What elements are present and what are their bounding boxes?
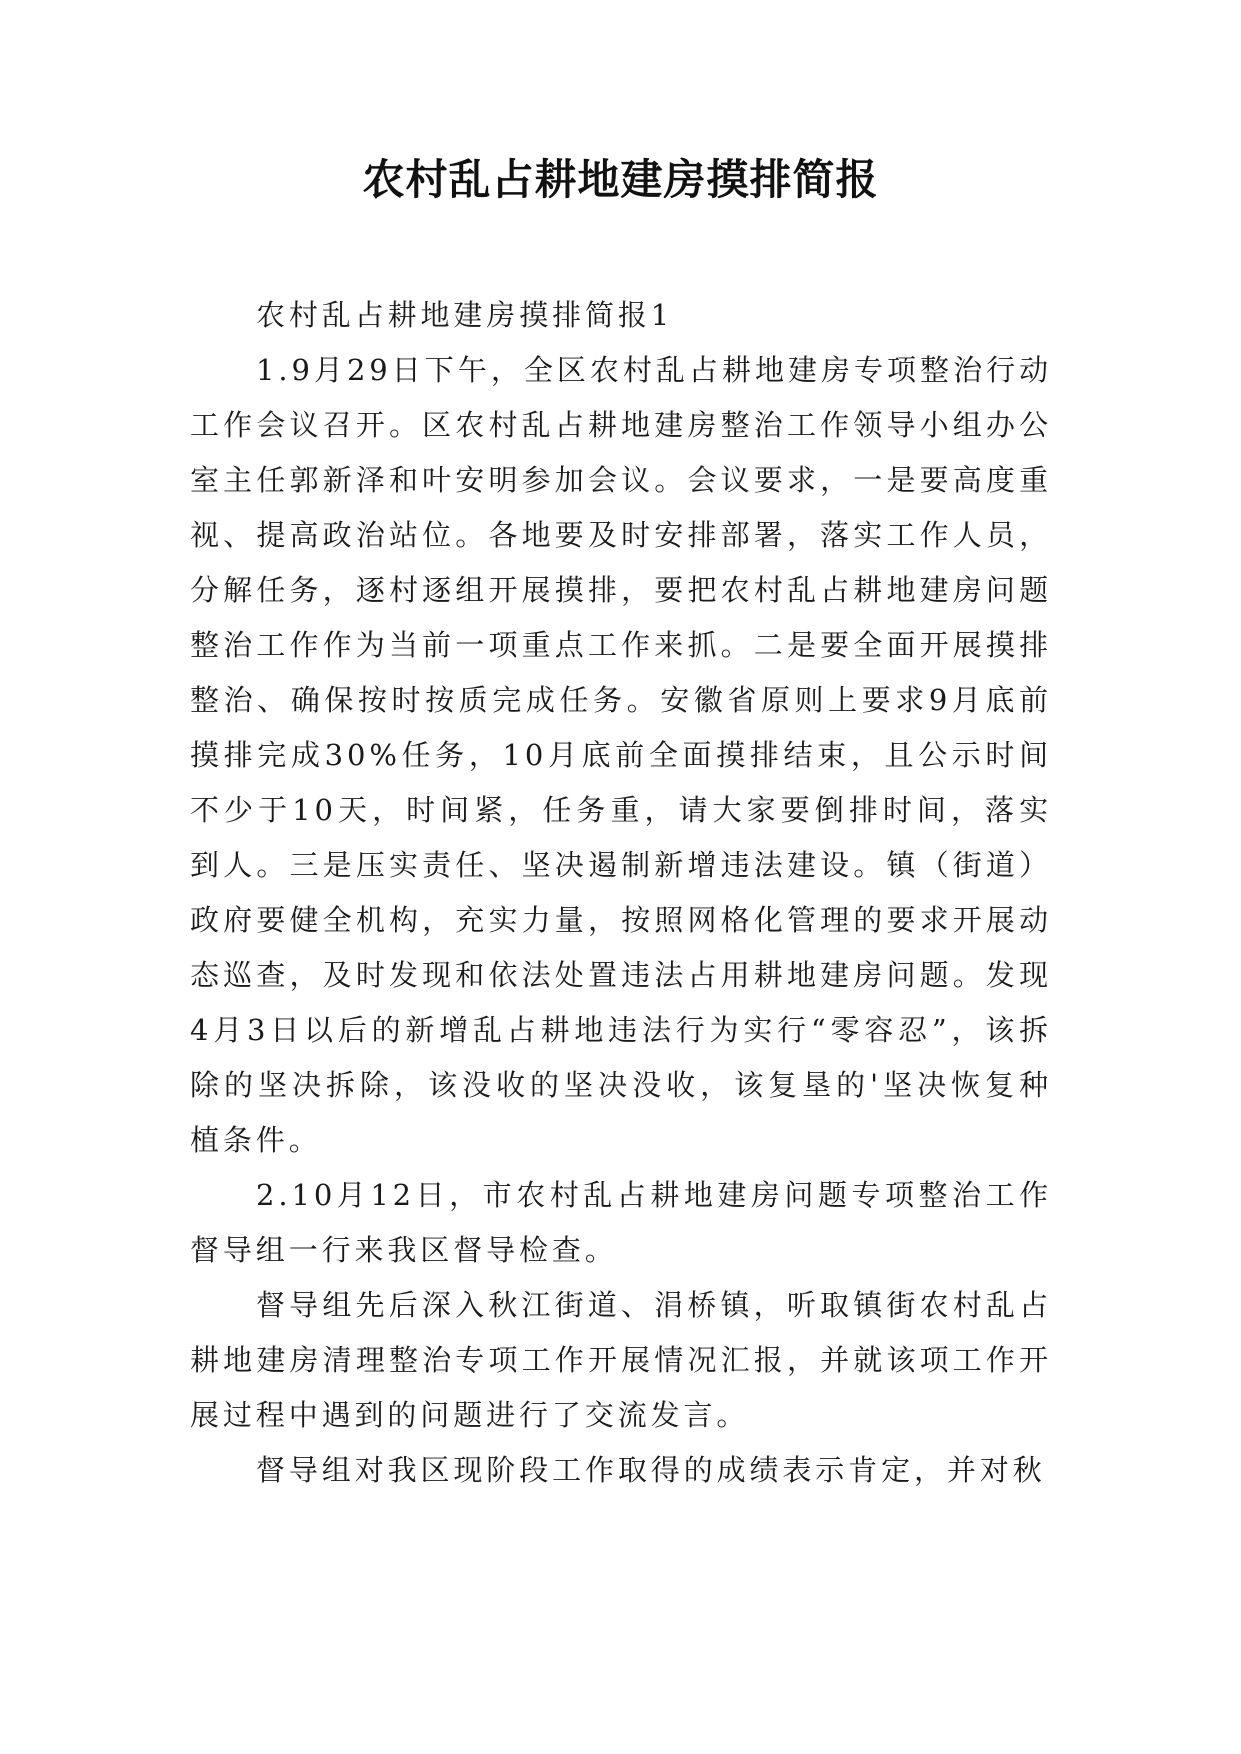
paragraph-item-1: 1.9月29日下午，全区农村乱占耕地建房专项整治行动工作会议召开。区农村乱占耕地建房整治工作领导小组办公室主任郭新泽和叶安明参加会议。会议要求，一是要高度重视、提高政治站位。各地要及时安排部署，落实工作人员，分解任务，逐村逐组开展摸排，要把农村乱占耕地建房问题整治工作作为当前一项重点工作来抓。二是要全面开展摸排整治、确保按时按质完成任务。安徽省原则上要求9月底前摸排完成30%任务，10月底前全面摸排结束，且公示时间不少于10天，时间紧，任务重，请大家要倒排时间，落实到人。三是压实责任、坚决遏制新增违法建设。镇（街道）政府要健全机构，充实力量，按照网格化管理的要求开展动态巡查，及时发现和依法处置违法占用耕地建房问题。发现4月3日以后的新增乱占耕地违法行为实行“零容忍”，该拆除的坚决拆除，该没收的坚决没收，该复垦的'坚决恢复种植条件。 (190, 353, 1052, 1157)
document-body (190, 288, 1052, 1498)
paragraph-item-2: 2.10月12日，市农村乱占耕地建房问题专项整治工作督导组一行来我区督导检查。 (190, 1178, 1052, 1267)
paragraph-affirmation: 督导组对我区现阶段工作取得的成绩表示肯定，并对秋 (256, 1453, 1046, 1487)
document-title: 农村乱占耕地建房摸排简报 (362, 155, 879, 204)
paragraph-inspection: 督导组先后深入秋江街道、涓桥镇，听取镇街农村乱占耕地建房清理整治专项工作开展情况汇报，并就该项工作开展过程中遇到的问题进行了交流发言。 (190, 1288, 1052, 1432)
paragraph-subtitle: 农村乱占耕地建房摸排简报1 (256, 298, 674, 332)
